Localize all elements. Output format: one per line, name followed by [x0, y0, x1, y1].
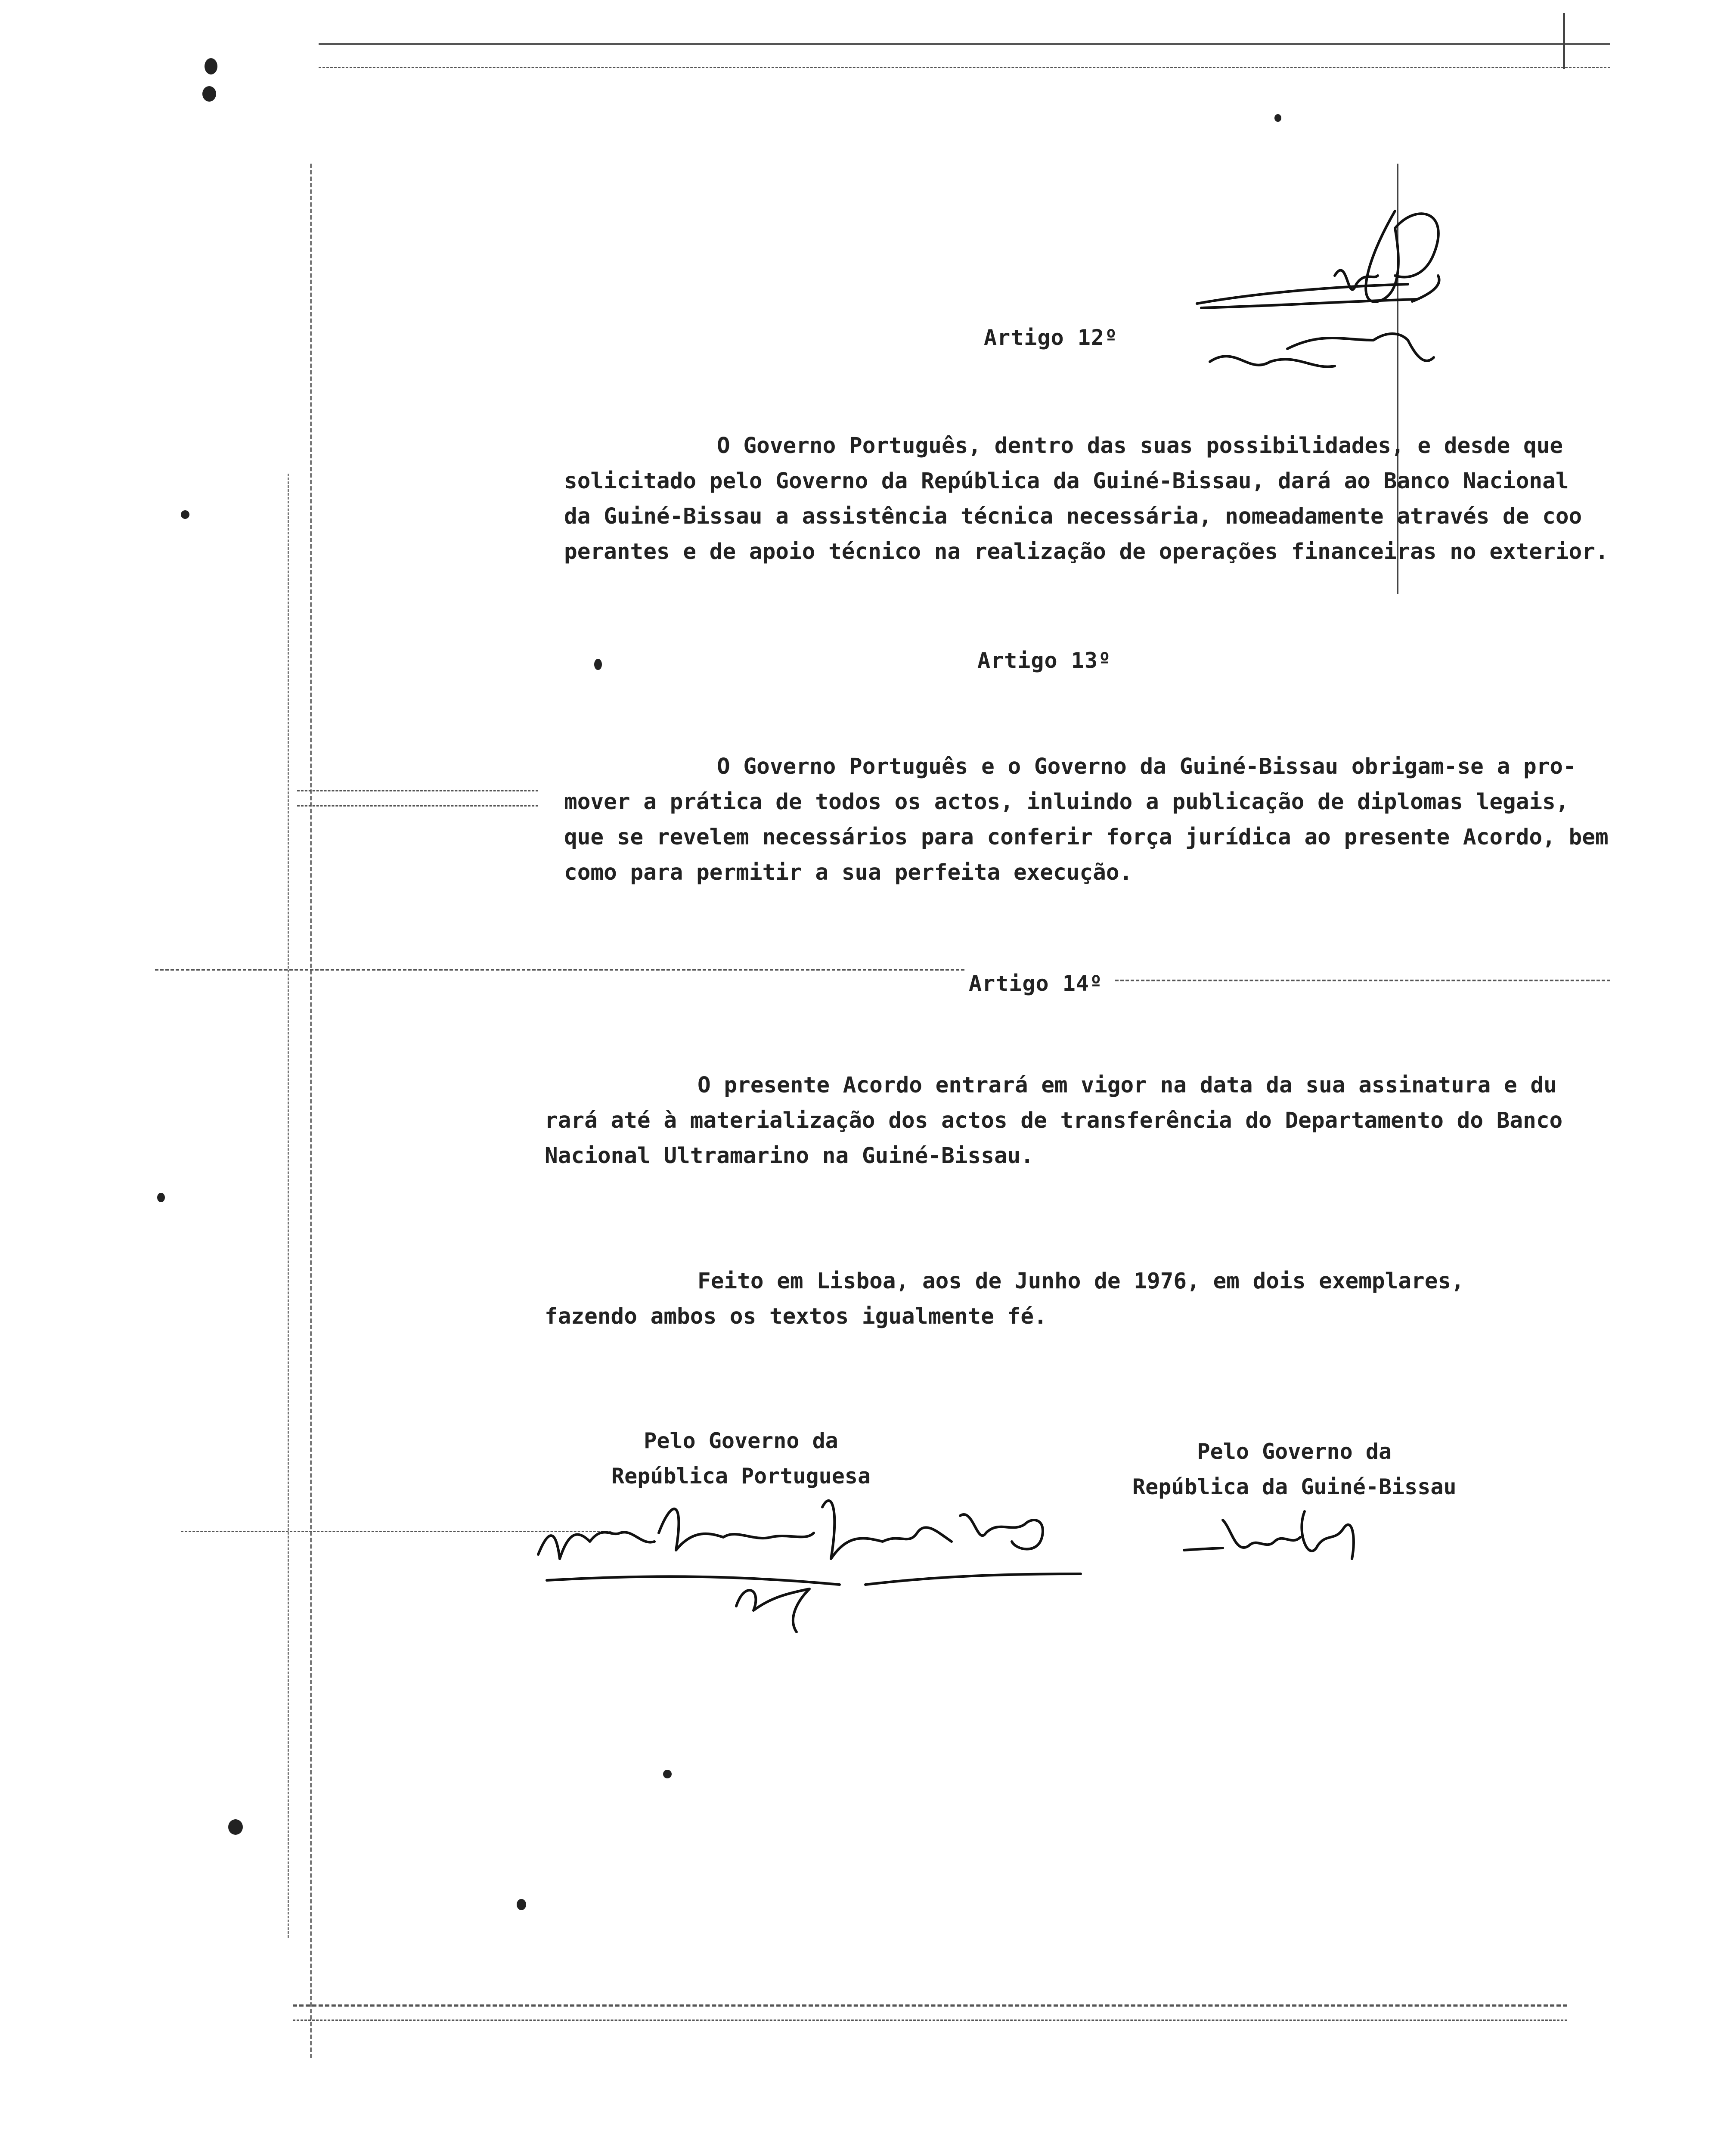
article-14-line-1: O presente Acordo entrará em vigor na data da sua assinatura e du	[698, 1073, 1557, 1098]
scan-spot	[1274, 114, 1281, 122]
signature-guinea-bissau	[1180, 1494, 1361, 1580]
scan-spot	[181, 510, 189, 519]
article-12-line-2: solicitado pelo Governo da República da Guiné-Bissau, dará ao Banco Nacional	[564, 468, 1569, 494]
scan-spot	[663, 1770, 672, 1778]
article-13-line-4: como para permitir a sua perfeita execução.	[564, 860, 1133, 885]
article-14-line-3: Nacional Ultramarino na Guiné-Bissau.	[545, 1143, 1034, 1169]
scan-border-top-2	[319, 67, 1610, 68]
signature-initials-top	[1193, 177, 1451, 400]
article-13-line-2: mover a prática de todos os actos, inluindo a publicação de diplomas legais,	[564, 789, 1569, 815]
scan-spot	[205, 58, 217, 74]
article-13-line-3: que se revelem necessários para conferir força jurídica ao presente Acordo, bem	[564, 825, 1609, 850]
scan-border-top	[319, 43, 1610, 45]
signatory-portugal-line-1: Pelo Governo da	[644, 1428, 838, 1453]
article-12-heading: Artigo 12º	[984, 325, 1118, 350]
article-14-line-2: rará até à materialização dos actos de transferência do Departamento do Banco	[545, 1108, 1563, 1133]
article-12-line-1: O Governo Português, dentro das suas possibilidades, e desde que	[717, 433, 1563, 459]
closing-paragraph	[545, 1264, 1464, 1334]
article-14-body	[545, 1068, 1562, 1174]
scan-line	[155, 969, 964, 971]
article-12-body	[564, 428, 1609, 570]
scan-border-left-2	[288, 474, 289, 1938]
scan-spot	[228, 1819, 243, 1835]
scan-spot	[157, 1193, 165, 1202]
article-13-line-1: O Governo Português e o Governo da Guiné-Bissau obrigam-se a pro-	[717, 754, 1576, 779]
article-13-body	[564, 749, 1609, 890]
signatory-guinea-bissau-line-2: República da Guiné-Bissau	[1132, 1474, 1457, 1499]
scan-line	[297, 790, 538, 791]
article-13-heading: Artigo 13º	[977, 648, 1112, 673]
scan-border-right	[1563, 13, 1565, 69]
scan-line	[297, 805, 538, 807]
closing-line-1: Feito em Lisboa, aos de Junho de 1976, em dois exemplares,	[698, 1269, 1464, 1294]
article-12-line-3: da Guiné-Bissau a assistência técnica necessária, nomeadamente através de coo	[564, 504, 1582, 529]
scan-line	[1115, 980, 1610, 981]
scan-border-left	[310, 164, 312, 2058]
signatory-guinea-bissau-line-1: Pelo Governo da	[1197, 1439, 1392, 1464]
scan-spot	[517, 1899, 526, 1910]
signatory-portugal-line-2: República Portuguesa	[611, 1464, 871, 1489]
signature-portugal	[530, 1481, 1089, 1636]
scan-spot	[202, 86, 216, 102]
scan-border-bottom	[293, 2004, 1567, 2007]
article-12-line-4: perantes e de apoio técnico na realização de operações financeiras no exterior.	[564, 539, 1609, 565]
scan-border-bottom-2	[293, 2020, 1567, 2021]
article-14-heading: Artigo 14º	[969, 971, 1103, 996]
scan-spot	[594, 659, 602, 670]
closing-line-2: fazendo ambos os textos igualmente fé.	[545, 1304, 1047, 1329]
